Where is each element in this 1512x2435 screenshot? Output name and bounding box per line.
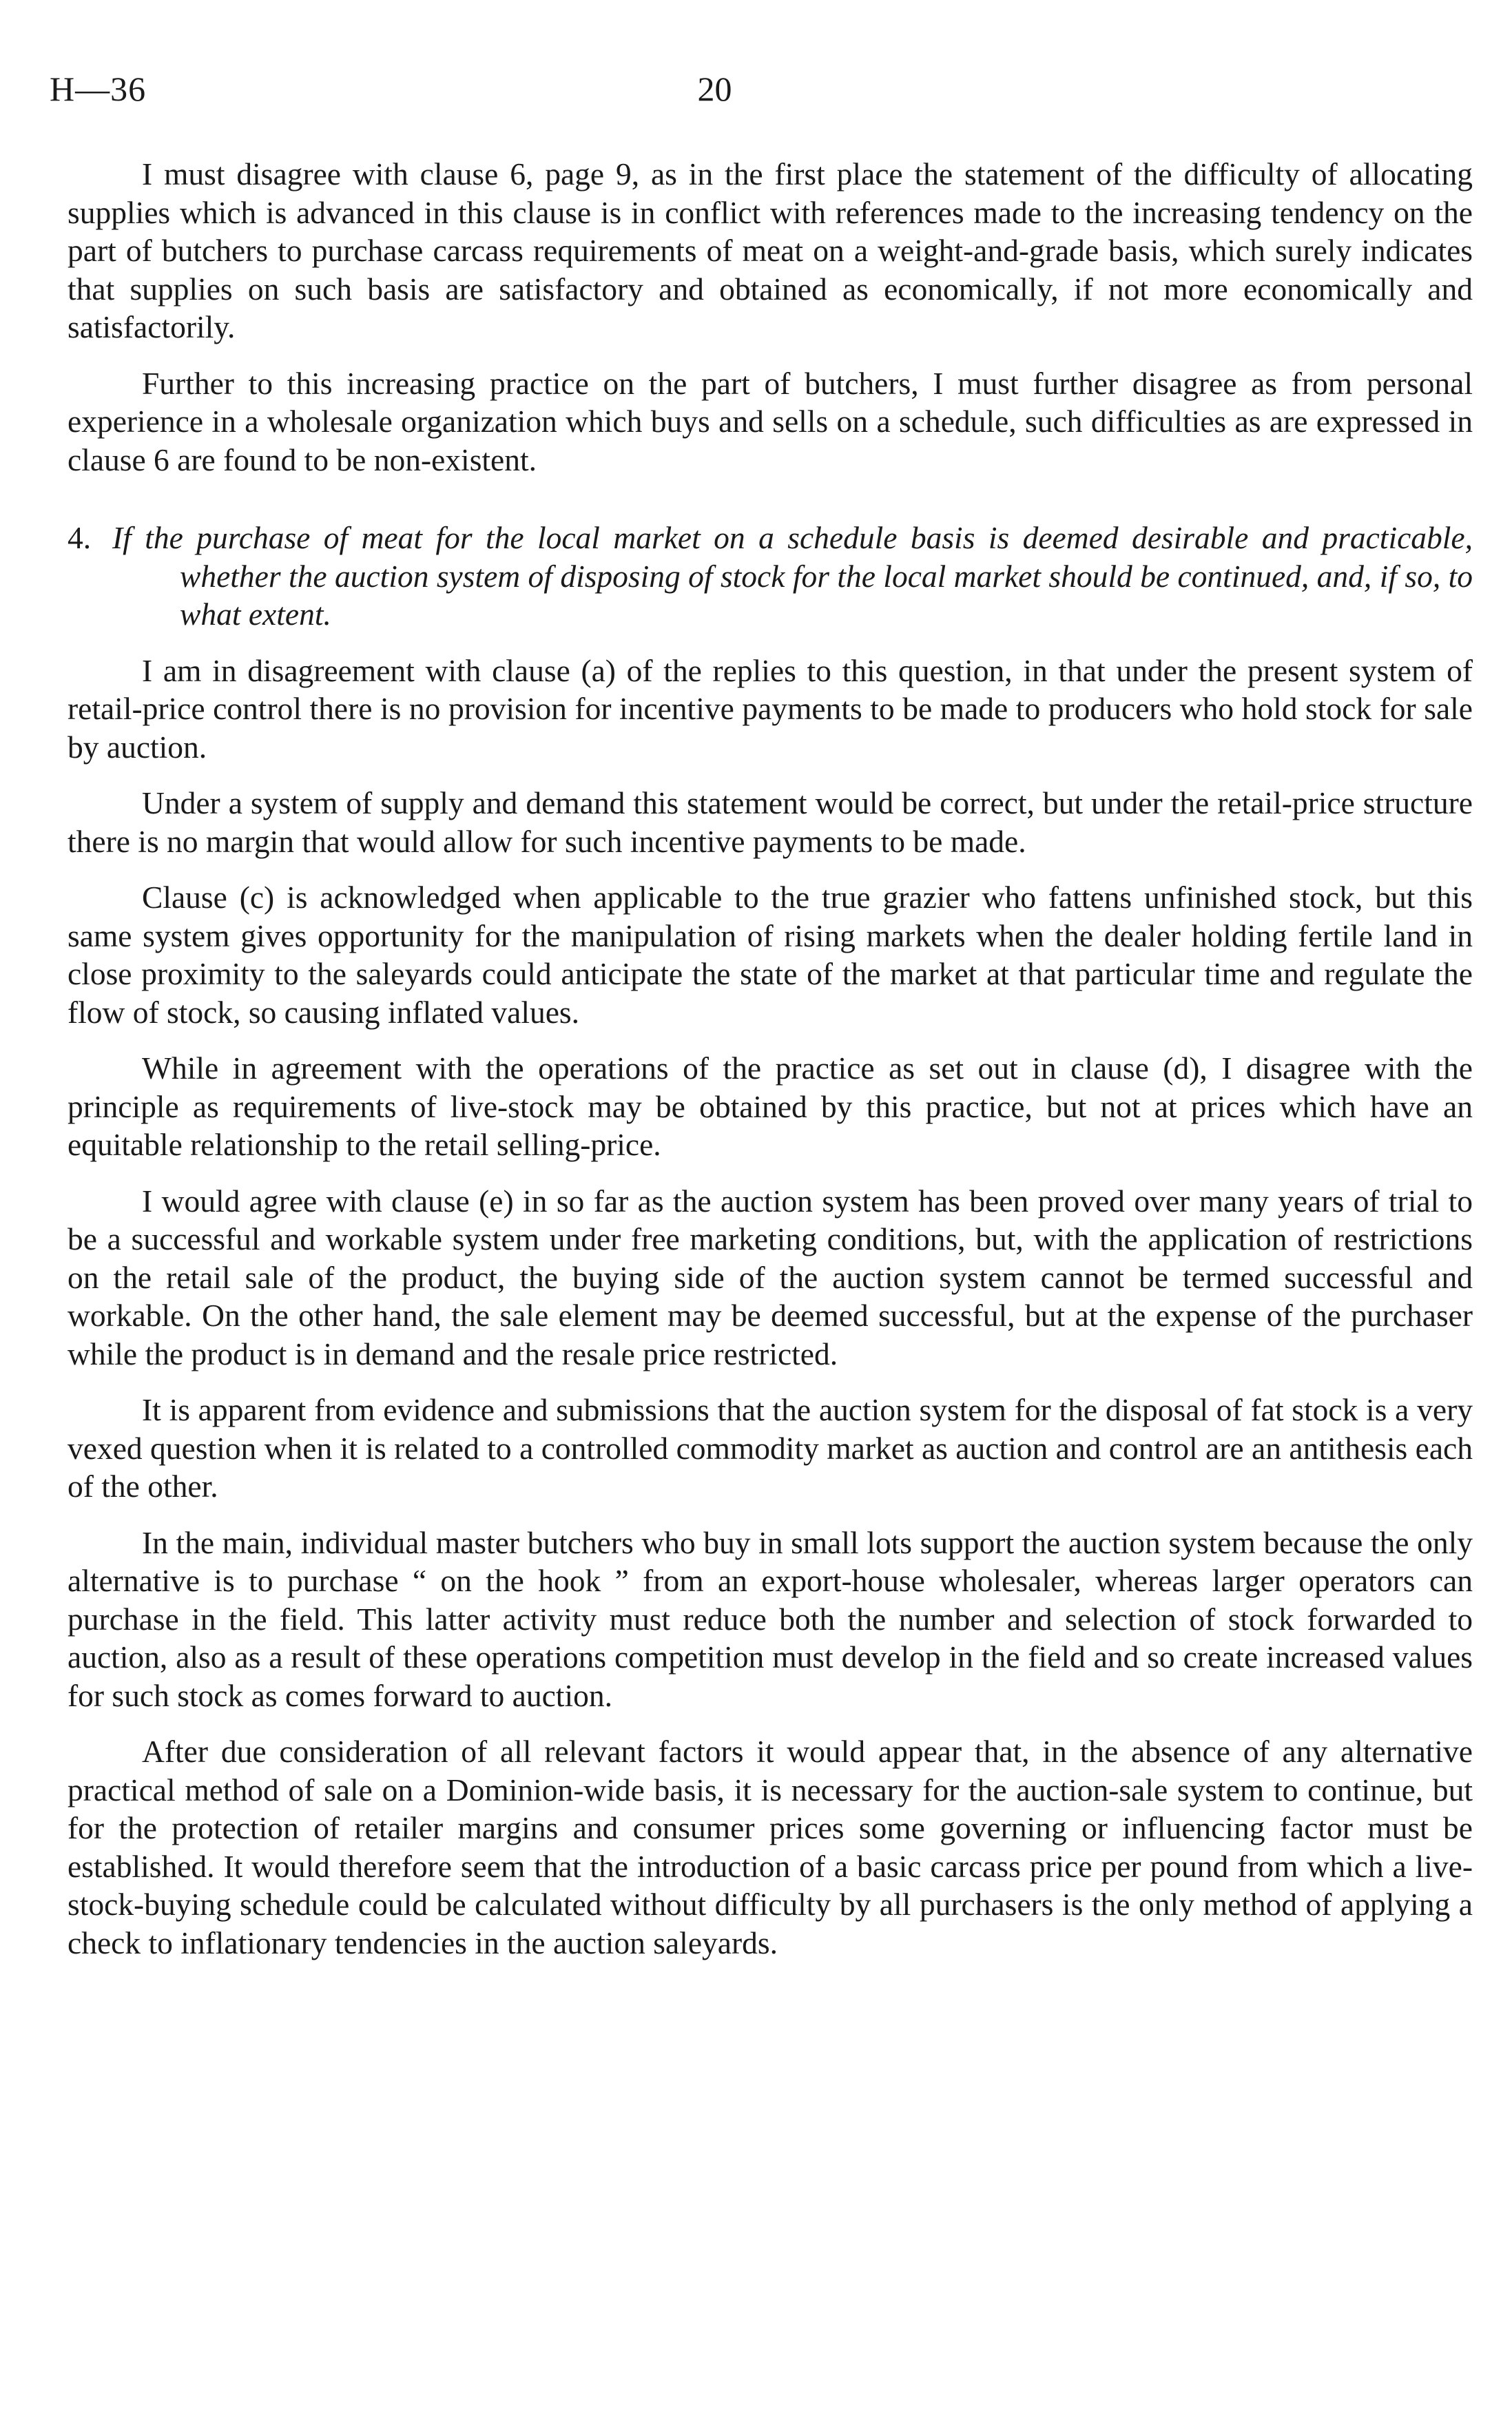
- page-header: [50, 69, 1462, 124]
- paragraph: Clause (c) is acknowledged when applicable to the true grazier who fattens unfinished stock, but this same system gives opportunity for the manipulation of rising markets when the dealer holding fertile land in close proximity to the saleyards could anticipate the state of the market at that particular time and regulate the flow of stock, so causing inflated values.: [68, 880, 1473, 1030]
- question-number: 4.: [68, 520, 92, 555]
- question-4: [68, 519, 1473, 634]
- paragraph: I would agree with clause (e) in so far as the auction system has been proved over many years of trial to be a successful and workable system under free marketing conditions, but, with the application of restrictions on the retail sale of the product, the buying side of the auction system cannot be termed successful and workable. On the other hand, the sale element may be deemed successful, but at the expense of the purchaser while the product is in demand and the resale price restricted.: [68, 1183, 1473, 1371]
- paragraph: In the main, individual master butchers who buy in small lots support the auction system because the only alternative is to purchase “ on the hook ” from an export-house wholesaler, whereas larger operators can purchase in the field. This latter activity must reduce both the number and selection of stock forwarded to auction, also as a result of these operations competition must develop in the field and so create increased values for such stock as comes forward to auction.: [68, 1524, 1473, 1713]
- paragraph: After due consideration of all relevant factors it would appear that, in the absence of any alternative practical method of sale on a Dominion-wide basis, it is necessary for the auction-sale system to continue, but for the protection of retailer margins and consumer prices some governing or influencing factor must be established. It would therefore seem that the introduction of a basic carcass price per pound from which a live-stock-buying schedule could be calculated without difficulty by all purchasers is the only method of applying a check to inflationary tendencies in the auction saleyards.: [68, 1734, 1473, 1960]
- paragraph: Further to this increasing practice on the part of butchers, I must further disagree as from personal experience in a wholesale organization which buys and sells on a schedule, such difficulties as are expressed in clause 6 are found to be non-existent.: [68, 365, 1473, 477]
- question-text: If the purchase of meat for the local market on a schedule basis is deemed desirable and practicable, whether the auction system of disposing of stock for the local market should be continued, and, if so, to what extent.: [112, 520, 1473, 632]
- body-text: [68, 155, 1473, 1980]
- page-number: 20: [697, 70, 732, 108]
- paragraph: While in agreement with the operations of the practice as set out in clause (d), I disagree with the principle as requirements of live-stock may be obtained by this practice, but not at prices which have an equitable relationship to the retail selling-price.: [68, 1050, 1473, 1162]
- paragraph: Under a system of supply and demand this statement would be correct, but under the retail-price structure there is no margin that would allow for such incentive payments to be made.: [68, 785, 1473, 859]
- paragraph: I am in disagreement with clause (a) of the replies to this question, in that under the present system of retail-price control there is no provision for incentive payments to be made to producers who hold stock for sale by auction.: [68, 652, 1473, 765]
- paragraph: I must disagree with clause 6, page 9, as in the first place the statement of the difficulty of allocating supplies which is advanced in this clause is in conflict with references made to the increasing tendency on the part of butchers to purchase carcass requirements of meat on a weight-and-grade basis, which surely indicates that supplies on such basis are satisfactory and obtained as economically, if not more economically and satisfactorily.: [68, 156, 1473, 344]
- document-reference: H—36: [50, 70, 147, 108]
- paragraph: It is apparent from evidence and submissions that the auction system for the disposal of fat stock is a very vexed question when it is related to a controlled commodity market as auction and control are an antithesis each of the other.: [68, 1392, 1473, 1504]
